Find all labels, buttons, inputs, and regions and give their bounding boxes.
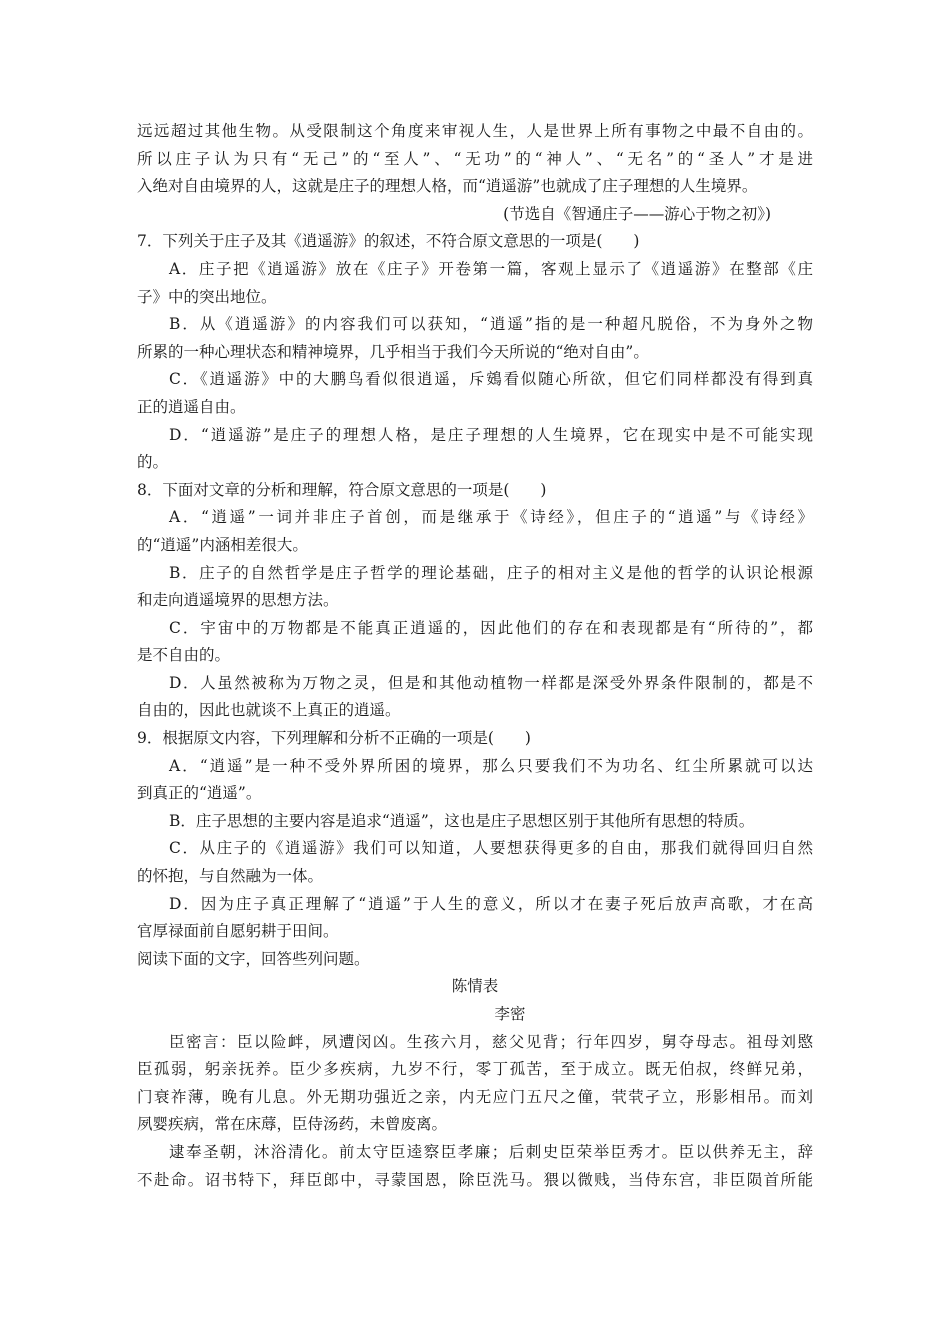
text-line: 夙婴疾病，常在床蓐，臣侍汤药，未曾废离。 — [137, 1115, 448, 1134]
text-line: 所以庄子认为只有“无己”的“至人”、“无功”的“神人”、“无名”的“圣人”才是进 — [137, 149, 813, 168]
text-line: 远远超过其他生物。从受限制这个角度来审视人生，人是世界上所有事物之中最不自由的。 — [137, 122, 813, 140]
option-c-line: C．宇宙中的万物都是不能真正逍遥的，因此他们的存在和表现都是有“所待的”，都 — [169, 618, 813, 637]
question-stem: 9．根据原文内容，下列理解和分析不正确的一项是( ) — [137, 729, 531, 748]
essay-paragraph-2 — [137, 1139, 813, 1194]
question-9 — [137, 725, 813, 946]
option-b-line: 所累的一种心理状态和精神境界，几乎相当于我们今天所说的“绝对自由”。 — [137, 342, 649, 361]
option-c-line: C．《逍遥游》中的大鹏鸟看似很逍遥，斥鴳看似随心所欲，但它们同样都没有得到真 — [169, 370, 813, 389]
option-a-line: 子》中的突出地位。 — [137, 287, 277, 306]
essay-author: 李密 — [494, 1005, 526, 1023]
option-a-line: A．庄子把《逍遥游》放在《庄子》开卷第一篇，客观上显示了《逍遥游》在整部《庄 — [169, 259, 813, 278]
option-c-line: 的怀抱，与自然融为一体。 — [137, 867, 324, 886]
option-b-line: 和走向逍遥境界的思想方法。 — [137, 591, 339, 610]
text-line: 不赴命。诏书特下，拜臣郎中，寻蒙国恩，除臣洗马。猥以微贱，当侍东宫，非臣陨首所能 — [137, 1170, 813, 1189]
text-line: 门衰祚薄，晚有儿息。外无期功强近之亲，内无应门五尺之僮，茕茕孑立，形影相吊。而刘 — [137, 1087, 813, 1106]
question-stem: 8．下面对文章的分析和理解，符合原文意思的一项是( ) — [137, 480, 547, 499]
option-a-line: 到真正的“逍遥”。 — [137, 784, 262, 803]
text-line: 入绝对自由境界的人，这就是庄子的理想人格，而“逍遥游”也就成了庄子理想的人生境界。 — [137, 177, 758, 196]
essay-title: 陈情表 — [451, 977, 499, 996]
option-c-line: 是不自由的。 — [137, 646, 231, 665]
essay-paragraph-1 — [137, 1029, 813, 1139]
option-b-line: B．庄子的自然哲学是庄子哲学的理论基础，庄子的相对主义是他的哲学的认识论根源 — [169, 563, 813, 582]
option-b-line: B．从《逍遥游》的内容我们可以获知，“逍遥”指的是一种超凡脱俗，不为身外之物 — [169, 315, 813, 334]
option-d-line: D．“逍遥游”是庄子的理想人格，是庄子理想的人生境界，它在现实中是不可能实现 — [169, 425, 813, 444]
option-d-line: 的。 — [137, 453, 169, 472]
text-line: 逮奉圣朝，沐浴清化。前太守臣逵察臣孝廉；后刺史臣荣举臣秀才。臣以供养无主，辞 — [169, 1142, 813, 1161]
option-a-line: A．“逍遥”一词并非庄子首创，而是继承于《诗经》，但庄子的“逍遥”与《诗经》 — [169, 508, 813, 527]
option-b-line: B．庄子思想的主要内容是追求“逍遥”，这也是庄子思想区别于其他所有思想的特质。 — [169, 811, 755, 830]
source-citation: (节选自《智通庄子——游心于物之初》) — [503, 204, 771, 223]
option-d-line: 自由的，因此也就谈不上真正的逍遥。 — [137, 701, 401, 720]
option-a-line: 的“逍遥”内涵相差很大。 — [137, 535, 308, 554]
option-c-line: C．从庄子的《逍遥游》我们可以知道，人要想获得更多的自由，那我们就得回归自然 — [169, 839, 813, 858]
option-d-line: 官厚禄面前自愿躬耕于田间。 — [137, 922, 339, 941]
reading-instruction: 阅读下面的文字，回答些列问题。 — [137, 949, 370, 968]
question-7 — [137, 228, 813, 476]
text-line: 臣孤弱，躬亲抚养。臣少多疾病，九岁不行，零丁孤苦，至于成立。既无伯叔，终鲜兄弟， — [137, 1060, 813, 1079]
question-stem: 7．下列关于庄子及其《逍遥游》的叙述，不符合原文意思的一项是( ) — [137, 232, 640, 251]
option-d-line: D．因为庄子真正理解了“逍遥”于人生的意义，所以才在妻子死后放声高歌，才在高 — [169, 894, 813, 913]
text-line: 臣密言：臣以险衅，夙遭闵凶。生孩六月，慈父见背；行年四岁，舅夺母志。祖母刘愍 — [169, 1032, 813, 1051]
passage-tail — [137, 118, 813, 201]
option-c-line: 正的逍遥自由。 — [137, 397, 246, 416]
option-d-line: D．人虽然被称为万物之灵，但是和其他动植物一样都是深受外界条件限制的，都是不 — [169, 673, 813, 692]
document-page — [137, 118, 813, 1194]
question-8 — [137, 477, 813, 725]
option-a-line: A．“逍遥”是一种不受外界所困的境界，那么只要我们不为功名、红尘所累就可以达 — [169, 756, 813, 775]
